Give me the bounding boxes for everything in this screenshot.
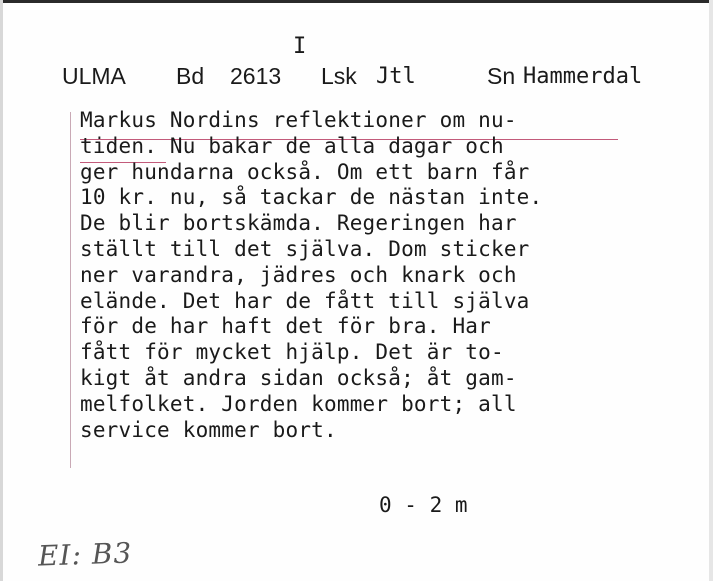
body-line: för de har haft det för bra. Har — [80, 314, 491, 339]
roman-numeral: I — [293, 34, 307, 59]
body-line: elände. Det har de fått till själva — [80, 288, 530, 313]
body-line: ställt till det själva. Dom sticker — [80, 236, 530, 261]
sn-value: Hammerdal — [523, 64, 643, 89]
margin-line — [70, 112, 71, 468]
body-line: De blir bortskämda. Regeringen har — [80, 211, 517, 236]
body-line: Markus Nordins reflektioner om nu- — [80, 108, 517, 132]
archive-name: ULMA — [62, 63, 126, 89]
body-line: melfolket. Jorden kommer bort; all — [80, 391, 517, 416]
footer-code: 0 - 2 m — [379, 493, 468, 517]
body-line: kigt åt andra sidan också; åt gam- — [80, 365, 517, 390]
sn-label: Sn — [487, 63, 516, 89]
body-line: service kommer bort. — [80, 417, 337, 442]
body-line: tiden. Nu bakar de alla dagar och — [80, 133, 504, 158]
lsk-value: Jtl — [376, 64, 416, 89]
bd-label: Bd — [176, 63, 205, 89]
card-right-edge — [709, 0, 713, 581]
card-body-text — [80, 108, 680, 443]
body-line: 10 kr. nu, så tackar de nästan inte. — [80, 185, 543, 210]
body-line: ger hundarna också. Om ett barn får — [80, 159, 530, 184]
card-left-edge — [0, 0, 3, 581]
card-top-edge — [0, 0, 713, 3]
lsk-label: Lsk — [321, 63, 357, 89]
body-line: fått för mycket hjälp. Det är to- — [80, 340, 504, 365]
handwritten-mark: EI: B3 — [37, 536, 133, 573]
bd-number: 2613 — [230, 63, 282, 89]
body-line: ner varandra, jädres och knark och — [80, 262, 517, 287]
